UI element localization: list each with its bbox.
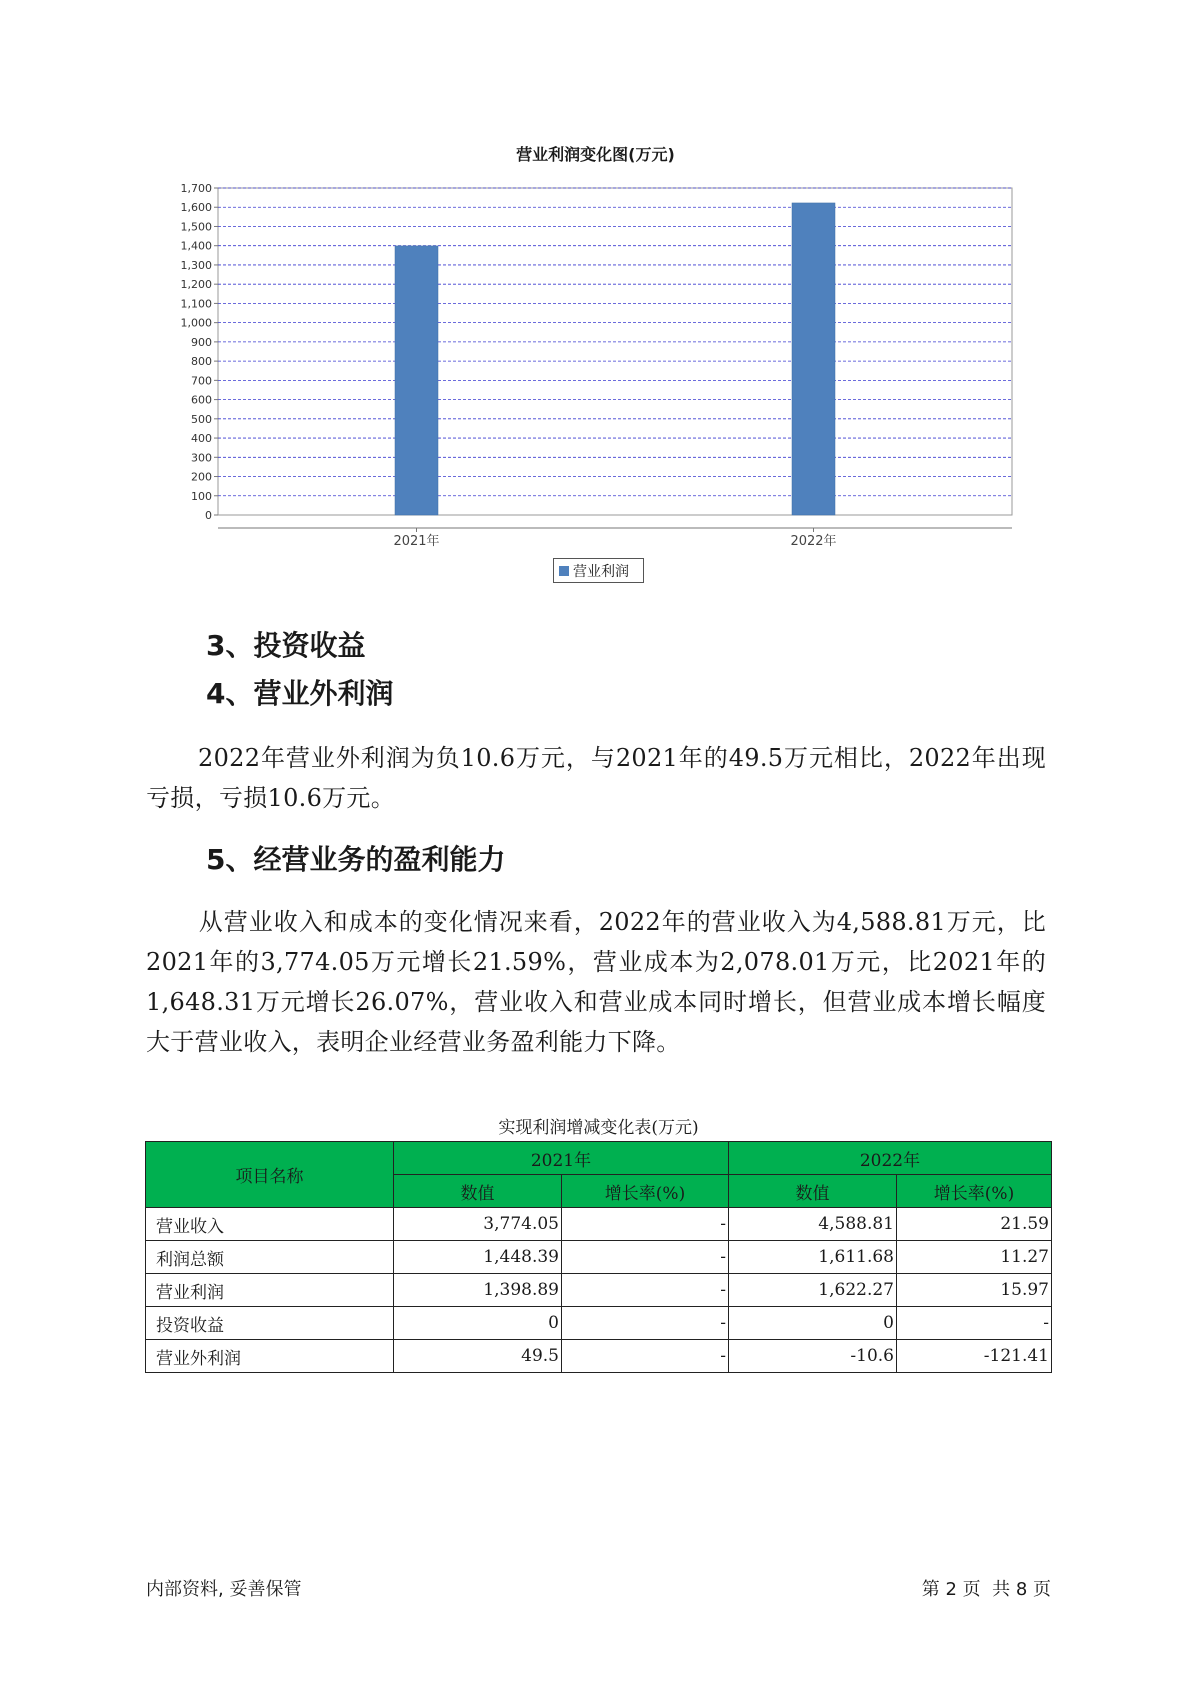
value-2022: 1,622.27 bbox=[729, 1274, 897, 1307]
header-value-2021: 数值 bbox=[394, 1175, 562, 1208]
rate-2022: -121.41 bbox=[897, 1340, 1052, 1373]
rate-2021: - bbox=[562, 1241, 729, 1274]
table-row bbox=[146, 1340, 1052, 1373]
rate-2021: - bbox=[562, 1307, 729, 1340]
row-name: 营业外利润 bbox=[146, 1340, 394, 1373]
value-2021: 0 bbox=[394, 1307, 562, 1340]
table-row bbox=[146, 1241, 1052, 1274]
header-year-2022: 2022年 bbox=[729, 1142, 1052, 1175]
y-tick-label: 1,100 bbox=[180, 297, 212, 311]
value-2021: 3,774.05 bbox=[394, 1208, 562, 1241]
legend-swatch bbox=[559, 566, 569, 576]
paragraph-non-operating-profit: 2022年营业外利润为负10.6万元，与2021年的49.5万元相比，2022年出现亏损，亏损10.6万元。 bbox=[146, 744, 1046, 812]
y-tick-label: 400 bbox=[191, 432, 212, 446]
footer-note: 内部资料, 妥善保管 bbox=[146, 1579, 302, 1600]
header-rate-2022: 增长率(%) bbox=[897, 1175, 1052, 1208]
table-row bbox=[146, 1274, 1052, 1307]
y-tick-label: 100 bbox=[191, 489, 212, 503]
y-tick-label: 200 bbox=[191, 470, 212, 484]
value-2022: -10.6 bbox=[729, 1340, 897, 1373]
y-tick-label: 800 bbox=[191, 355, 212, 369]
y-tick-label: 1,700 bbox=[180, 182, 212, 195]
y-tick-label: 1,400 bbox=[180, 239, 212, 253]
legend-label: 营业利润 bbox=[573, 563, 629, 580]
chart-title: 营业利润变化图(万元) bbox=[516, 145, 675, 164]
value-2022: 1,611.68 bbox=[729, 1241, 897, 1274]
value-2021: 1,398.89 bbox=[394, 1274, 562, 1307]
row-name: 营业收入 bbox=[146, 1208, 394, 1241]
paragraph-profitability: 从营业收入和成本的变化情况来看，2022年的营业收入为4,588.81万元，比2021年的3,774.05万元增长21.59%，营业成本为2,078.01万元，比2021年的1,648.31万元增长26.07%，营业收入和营业成本同时增长，但营业成本增长幅度大于营业收入，表明企业经营业务盈利能力下降。 bbox=[146, 908, 1046, 1056]
y-tick-label: 1,600 bbox=[180, 201, 212, 215]
table-row bbox=[146, 1208, 1052, 1241]
profit-change-table bbox=[145, 1141, 1052, 1373]
rate-2022: 11.27 bbox=[897, 1241, 1052, 1274]
bar bbox=[792, 203, 835, 515]
row-name: 利润总额 bbox=[146, 1241, 394, 1274]
y-tick-label: 1,200 bbox=[180, 278, 212, 292]
y-tick-label: 500 bbox=[191, 412, 212, 426]
heading-non-operating-profit: 4、营业外利润 bbox=[206, 677, 394, 710]
table-header-row bbox=[146, 1142, 1052, 1175]
table-caption: 实现利润增减变化表(万元) bbox=[498, 1118, 699, 1138]
value-2022: 0 bbox=[729, 1307, 897, 1340]
value-2021: 49.5 bbox=[394, 1340, 562, 1373]
header-item-name: 项目名称 bbox=[146, 1142, 394, 1208]
bar bbox=[395, 246, 438, 515]
value-2022: 4,588.81 bbox=[729, 1208, 897, 1241]
heading-investment-income: 3、投资收益 bbox=[206, 629, 366, 662]
rate-2021: - bbox=[562, 1340, 729, 1373]
y-tick-label: 1,300 bbox=[180, 258, 212, 272]
y-tick-label: 1,500 bbox=[180, 220, 212, 234]
bar-chart bbox=[0, 170, 1191, 560]
rate-2022: - bbox=[897, 1307, 1052, 1340]
row-name: 营业利润 bbox=[146, 1274, 394, 1307]
page-number: 第 2 页 共 8 页 bbox=[921, 1579, 1051, 1600]
y-tick-label: 300 bbox=[191, 451, 212, 465]
header-rate-2021: 增长率(%) bbox=[562, 1175, 729, 1208]
y-tick-label: 1,000 bbox=[180, 316, 212, 330]
rate-2021: - bbox=[562, 1208, 729, 1241]
value-2021: 1,448.39 bbox=[394, 1241, 562, 1274]
x-tick-label: 2022年 bbox=[790, 534, 837, 549]
rate-2021: - bbox=[562, 1274, 729, 1307]
y-tick-label: 900 bbox=[191, 335, 212, 349]
rate-2022: 15.97 bbox=[897, 1274, 1052, 1307]
x-tick-label: 2021年 bbox=[393, 534, 440, 549]
y-tick-label: 700 bbox=[191, 374, 212, 388]
header-year-2021: 2021年 bbox=[394, 1142, 729, 1175]
y-tick-label: 0 bbox=[205, 509, 212, 522]
y-tick-label: 600 bbox=[191, 393, 212, 407]
table-row bbox=[146, 1307, 1052, 1340]
chart-legend bbox=[553, 558, 644, 583]
header-value-2022: 数值 bbox=[729, 1175, 897, 1208]
plot-area bbox=[218, 188, 1012, 515]
rate-2022: 21.59 bbox=[897, 1208, 1052, 1241]
row-name: 投资收益 bbox=[146, 1307, 394, 1340]
heading-profitability: 5、经营业务的盈利能力 bbox=[206, 843, 506, 876]
